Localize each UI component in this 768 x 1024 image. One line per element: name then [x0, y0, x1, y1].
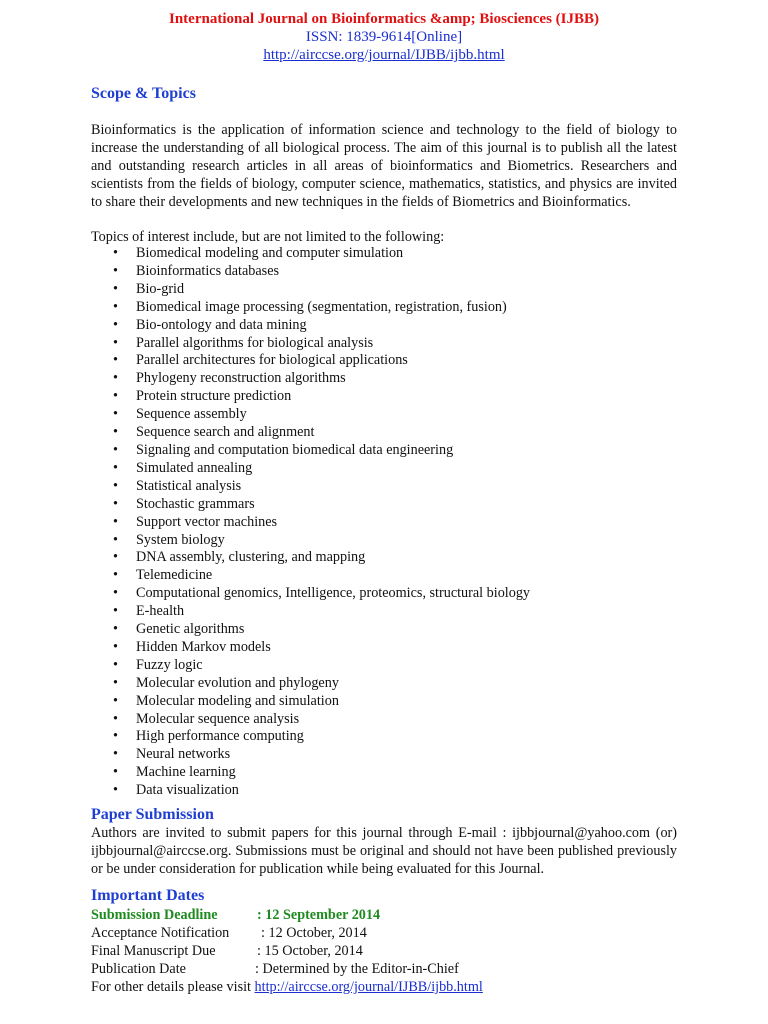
- bullet-icon: •: [113, 424, 118, 441]
- bullet-icon: •: [113, 585, 118, 602]
- list-item: • Molecular evolution and phylogeny: [113, 674, 339, 691]
- list-item: • High performance computing: [113, 728, 304, 745]
- list-item: • Bio-ontology and data mining: [113, 316, 307, 333]
- date-value: : 12 October, 2014: [261, 925, 367, 941]
- list-item: • Signaling and computation biomedical data engineering: [113, 441, 454, 458]
- list-item: • E-health: [113, 603, 185, 620]
- scope-paragraph: Bioinformatics is the application of information science and technology to the field of biology to increase the understanding of all biological process. The aim of this journal is to publish all the latest and outstanding research articles in all areas of bioinformatics and Biometrics. Researchers and scientists from the fields of biology, computer science, mathematics, statistics, and physics are invited to share their developments and new techniques in the fields of Biometrics and Bioinformatics.: [91, 122, 677, 210]
- bullet-icon: •: [113, 280, 118, 297]
- bullet-icon: •: [113, 692, 118, 709]
- bullet-icon: •: [113, 406, 118, 423]
- list-item: • Telemedicine: [113, 567, 213, 584]
- bullet-icon: •: [113, 495, 118, 512]
- list-item: • Neural networks: [113, 746, 231, 763]
- topics-intro: Topics of interest include, but are not limited to the following:: [91, 229, 445, 245]
- list-item: • Support vector machines: [113, 513, 278, 530]
- bullet-icon: •: [113, 441, 118, 458]
- bullet-icon: •: [113, 549, 118, 566]
- list-item: • Parallel algorithms for biological analysis: [113, 334, 374, 351]
- list-item: • Parallel architectures for biological applications: [113, 352, 408, 369]
- list-item: • Genetic algorithms: [113, 621, 245, 638]
- date-label: Final Manuscript Due: [91, 943, 216, 959]
- list-item: • Bio-grid: [113, 280, 185, 297]
- list-item: • Hidden Markov models: [113, 638, 271, 655]
- list-item: • Molecular sequence analysis: [113, 710, 300, 727]
- bullet-icon: •: [113, 262, 118, 279]
- bullet-icon: •: [113, 370, 118, 387]
- journal-title: International Journal on Bioinformatics &amp; Biosciences (IJBB): [169, 11, 599, 27]
- bullet-icon: •: [113, 459, 118, 476]
- bullet-icon: •: [113, 746, 118, 763]
- journal-issn: ISSN: 1839-9614[Online]: [305, 29, 463, 45]
- list-item: • Simulated annealing: [113, 459, 253, 476]
- date-value: : Determined by the Editor-in-Chief: [255, 961, 459, 977]
- bullet-icon: •: [113, 674, 118, 691]
- list-item: • Biomedical modeling and computer simulation: [113, 245, 404, 261]
- bullet-icon: •: [113, 352, 118, 369]
- date-label: Acceptance Notification: [91, 925, 230, 941]
- list-item: • Stochastic grammars: [113, 495, 255, 512]
- submission-heading: Paper Submission: [91, 806, 214, 823]
- list-item: • Data visualization: [113, 782, 239, 799]
- scope-heading: Scope & Topics: [91, 85, 196, 102]
- bullet-icon: •: [113, 334, 118, 351]
- list-item: • System biology: [113, 531, 225, 548]
- footer-url-link[interactable]: http://airccse.org/journal/IJBB/ijbb.html: [254, 979, 483, 995]
- date-value: : 15 October, 2014: [257, 943, 363, 959]
- date-label: Publication Date: [91, 961, 186, 977]
- topics-list: [91, 245, 530, 800]
- list-item: • Sequence search and alignment: [113, 424, 315, 441]
- bullet-icon: •: [113, 245, 118, 261]
- bullet-icon: •: [113, 388, 118, 405]
- journal-url-link[interactable]: http://airccse.org/journal/IJBB/ijbb.html: [263, 47, 505, 63]
- footer-text: For other details please visit: [91, 979, 255, 995]
- date-label: Submission Deadline: [91, 907, 218, 923]
- submission-paragraph: Authors are invited to submit papers for this journal through E-mail : ijbbjournal@yahoo.com (or) ijbbjournal@airccse.org. Submissions must be original and should not have been published previously or be under consideration for publication while being evaluated for this Journal.: [91, 825, 677, 877]
- list-item: • Biomedical image processing (segmentation, registration, fusion): [113, 298, 507, 315]
- list-item: • DNA assembly, clustering, and mapping: [113, 549, 366, 566]
- list-item: • Sequence assembly: [113, 406, 247, 423]
- bullet-icon: •: [113, 638, 118, 655]
- list-item: • Bioinformatics databases: [113, 262, 280, 279]
- bullet-icon: •: [113, 710, 118, 727]
- journal-header: [0, 10, 768, 64]
- bullet-icon: •: [113, 621, 118, 638]
- list-item: • Protein structure prediction: [113, 388, 292, 405]
- list-item: • Fuzzy logic: [113, 656, 203, 673]
- bullet-icon: •: [113, 298, 118, 315]
- date-value: : 12 September 2014: [257, 907, 381, 923]
- bullet-icon: •: [113, 656, 118, 673]
- bullet-icon: •: [113, 513, 118, 530]
- list-item: • Statistical analysis: [113, 477, 242, 494]
- bullet-icon: •: [113, 728, 118, 745]
- bullet-icon: •: [113, 603, 118, 620]
- bullet-icon: •: [113, 477, 118, 494]
- list-item: • Machine learning: [113, 764, 236, 781]
- list-item: • Computational genomics, Intelligence, proteomics, structural biology: [113, 585, 531, 602]
- bullet-icon: •: [113, 764, 118, 781]
- bullet-icon: •: [113, 531, 118, 548]
- list-item: • Phylogeny reconstruction algorithms: [113, 370, 346, 387]
- dates-heading: Important Dates: [91, 887, 205, 904]
- bullet-icon: •: [113, 567, 118, 584]
- bullet-icon: •: [113, 316, 118, 333]
- bullet-icon: •: [113, 782, 118, 799]
- list-item: • Molecular modeling and simulation: [113, 692, 339, 709]
